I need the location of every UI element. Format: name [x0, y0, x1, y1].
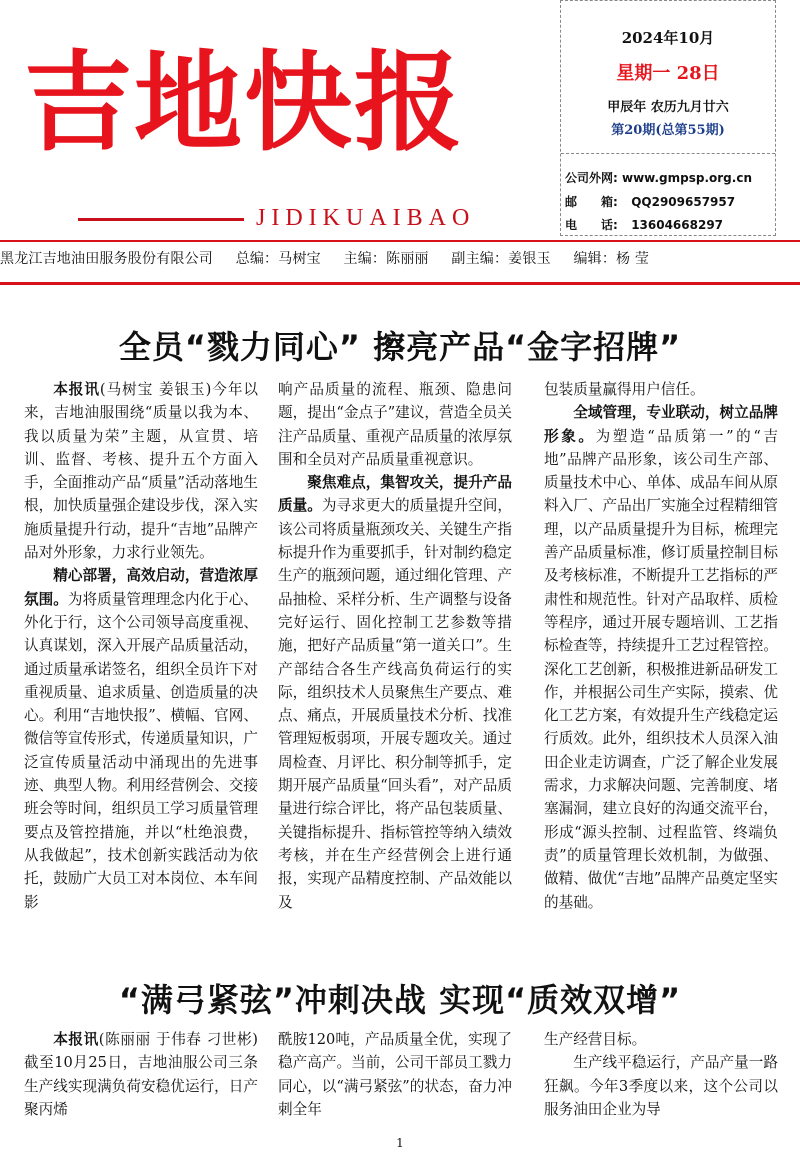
article2-column-3: [544, 1028, 778, 1121]
issue-date: 2024年10月: [621, 29, 715, 47]
article1-paragraph: 为塑造“品质第一”的“吉地”品牌产品形象，该公司生产部、质量技术中心、单体、成品车间从原料入厂、产品出厂实施全过程精细管理，以产品质量提升为目标，梳理完善产品质量标准，修订质量控制目标及考核标准，不断提升工艺指标的严肃性和规范性。针对产品取样、质检等程序，通过开展专题培训、工艺指标检查等，持续提升工艺过程管控。深化工艺创新，积极推进新品研发工作，并根据公司生产实际，摸索、优化工艺方案，有效提升生产线稳定运行质效。此外，组织技术人员深入油田企业走访调查，广泛了解企业发展需求，力求解决问题、完善制度、堵塞漏洞，建立良好的沟通交流平台，形成“源头控制、过程监管、终端负责”的质量管理长效机制，为做强、做精、做优“吉地”品牌产品奠定坚实的基础。: [544, 427, 778, 911]
masthead-english-name: JIDIKUAIBAO: [256, 205, 476, 231]
article1-paragraph: 为寻求更大的质量提升空间，该公司将质量瓶颈攻关、关键生产指标提升作为重要抓手，针对制约稳定生产的瓶颈问题，通过细化管理、产品抽检、采样分析、生产调整与设备完好运行、固化控制工艺参数等措施，把好产品质量“第一道关口”。生产部结合各生产线高负荷运行的实际，组织技术人员聚焦生产要点、难点、痛点，开展质量技术分析、找准管理短板弱项，开展专题攻关。通过周检查、月评比、积分制等抓手，定期开展产品质量“回头看”，对产品质量进行综合评比，将产品包装质量、关键指标提升、指标管控等纳入绩效考核，并在生产经营例会上进行通报，实现产品精度控制、产品效能以及: [278, 497, 512, 911]
article2-paragraph: 酰胺120吨，产品质量全优，实现了稳产高产。当前，公司干部员工戮力同心，以“满弓紧弦”的状态，奋力冲刺全年: [278, 1031, 512, 1118]
email-row: [565, 193, 735, 210]
phone-row: [565, 216, 723, 233]
top-rule: [0, 240, 800, 242]
issue-number: 第20期(总第55期): [611, 123, 725, 138]
article1-dateline: 本报讯: [53, 381, 100, 398]
article1-column-3: [544, 378, 778, 914]
article2-paragraph: 生产经营目标。: [544, 1031, 647, 1048]
article1-subhead: 全域管理，专业联动，树立品牌形象。: [544, 404, 778, 445]
article2-headline: “满弓紧弦”冲刺决战 实现“质效双增”: [118, 981, 682, 1019]
article1-column-1: [24, 378, 258, 914]
website-value: www.gmpsp.org.cn: [622, 171, 752, 185]
article1-headline: 全员“戮力同心” 擦亮产品“金字招牌”: [118, 328, 682, 366]
bottom-rule: [0, 282, 800, 285]
article1-subhead: 精心部署，高效启动，营造浓厚氛围。: [24, 567, 258, 608]
masthead-title: 吉地快报: [24, 41, 465, 166]
staff-bar: [0, 248, 800, 268]
compiler: 编辑：杨 莹: [573, 251, 650, 267]
article1-column-2: [278, 378, 512, 914]
info-divider: [561, 153, 775, 154]
article2-column-2: [278, 1028, 512, 1121]
article1-paragraph: 包装质量赢得用户信任。: [544, 381, 705, 398]
editor: 主编：陈丽丽: [343, 251, 429, 267]
phone-label: 电 话:: [565, 218, 618, 232]
deputy-editor: 副主编：姜银玉: [451, 251, 551, 267]
article2-paragraph: (陈丽丽 于伟春 刁世彬)截至10月25日，吉地油服公司三条生产线实现满负荷安稳优运行，日产聚丙烯: [24, 1031, 258, 1118]
article2-paragraph: 生产线平稳运行，产品产量一路狂飙。今年3季度以来，这个公司以服务油田企业为导: [544, 1054, 778, 1118]
article1-paragraph: (马树宝 姜银玉)今年以来，吉地油服围绕“质量以我为本、我以质量为荣”主题，从宣贯、培训、监督、考核、提升五个方面入手，全面推动产品“质量”活动落地生根，加快质量强企建设步伐，深入实施质量提升行动，提升“吉地”品牌产品对外形象，力求行业领先。: [24, 381, 258, 562]
article1-paragraph: 响产品质量的流程、瓶颈、隐患问题，提出“金点子”建议，营造全员关注产品质量、重视产品质量的浓厚氛围和全员对产品质量重视意识。: [278, 381, 512, 468]
website-label: 公司外网:: [565, 171, 618, 185]
issue-lunar-date: 甲辰年 农历九月廿六: [607, 100, 729, 115]
masthead-divider: [78, 218, 244, 221]
company-name: 黑龙江吉地油田服务股份有限公司: [0, 251, 213, 267]
article1-paragraph: 为将质量管理理念内化于心、外化于行，这个公司领导高度重视、认真谋划，深入开展产品质量活动，通过质量承诺签名，组织全员许下对重视质量、追求质量、创造质量的决心。利用“吉地快报”、横幅、官网、微信等宣传形式，传递质量知识，广泛宣传质量活动中涌现出的先进事迹、典型人物。利用经营例会、交接班会等时间，组织员工学习质量管理要点及管控措施，并以“杜绝浪费，从我做起”，技术创新实践活动为依托，鼓励广大员工对本岗位、本车间影: [24, 590, 258, 911]
email-label: 邮 箱:: [565, 195, 618, 209]
article1-subhead: 聚焦难点，集智攻关，提升产品质量。: [278, 474, 512, 515]
issue-info-box: [560, 0, 776, 236]
issue-weekday: 星期一 28日: [616, 63, 720, 84]
website-row: [565, 169, 752, 186]
page-number: 1: [396, 1136, 404, 1150]
article2-column-1: [24, 1028, 258, 1121]
email-value: QQ2909657957: [631, 195, 736, 209]
article2-dateline: 本报讯: [53, 1031, 99, 1048]
chief-editor: 总编：马树宝: [235, 251, 321, 267]
phone-value: 13604668297: [631, 218, 724, 232]
